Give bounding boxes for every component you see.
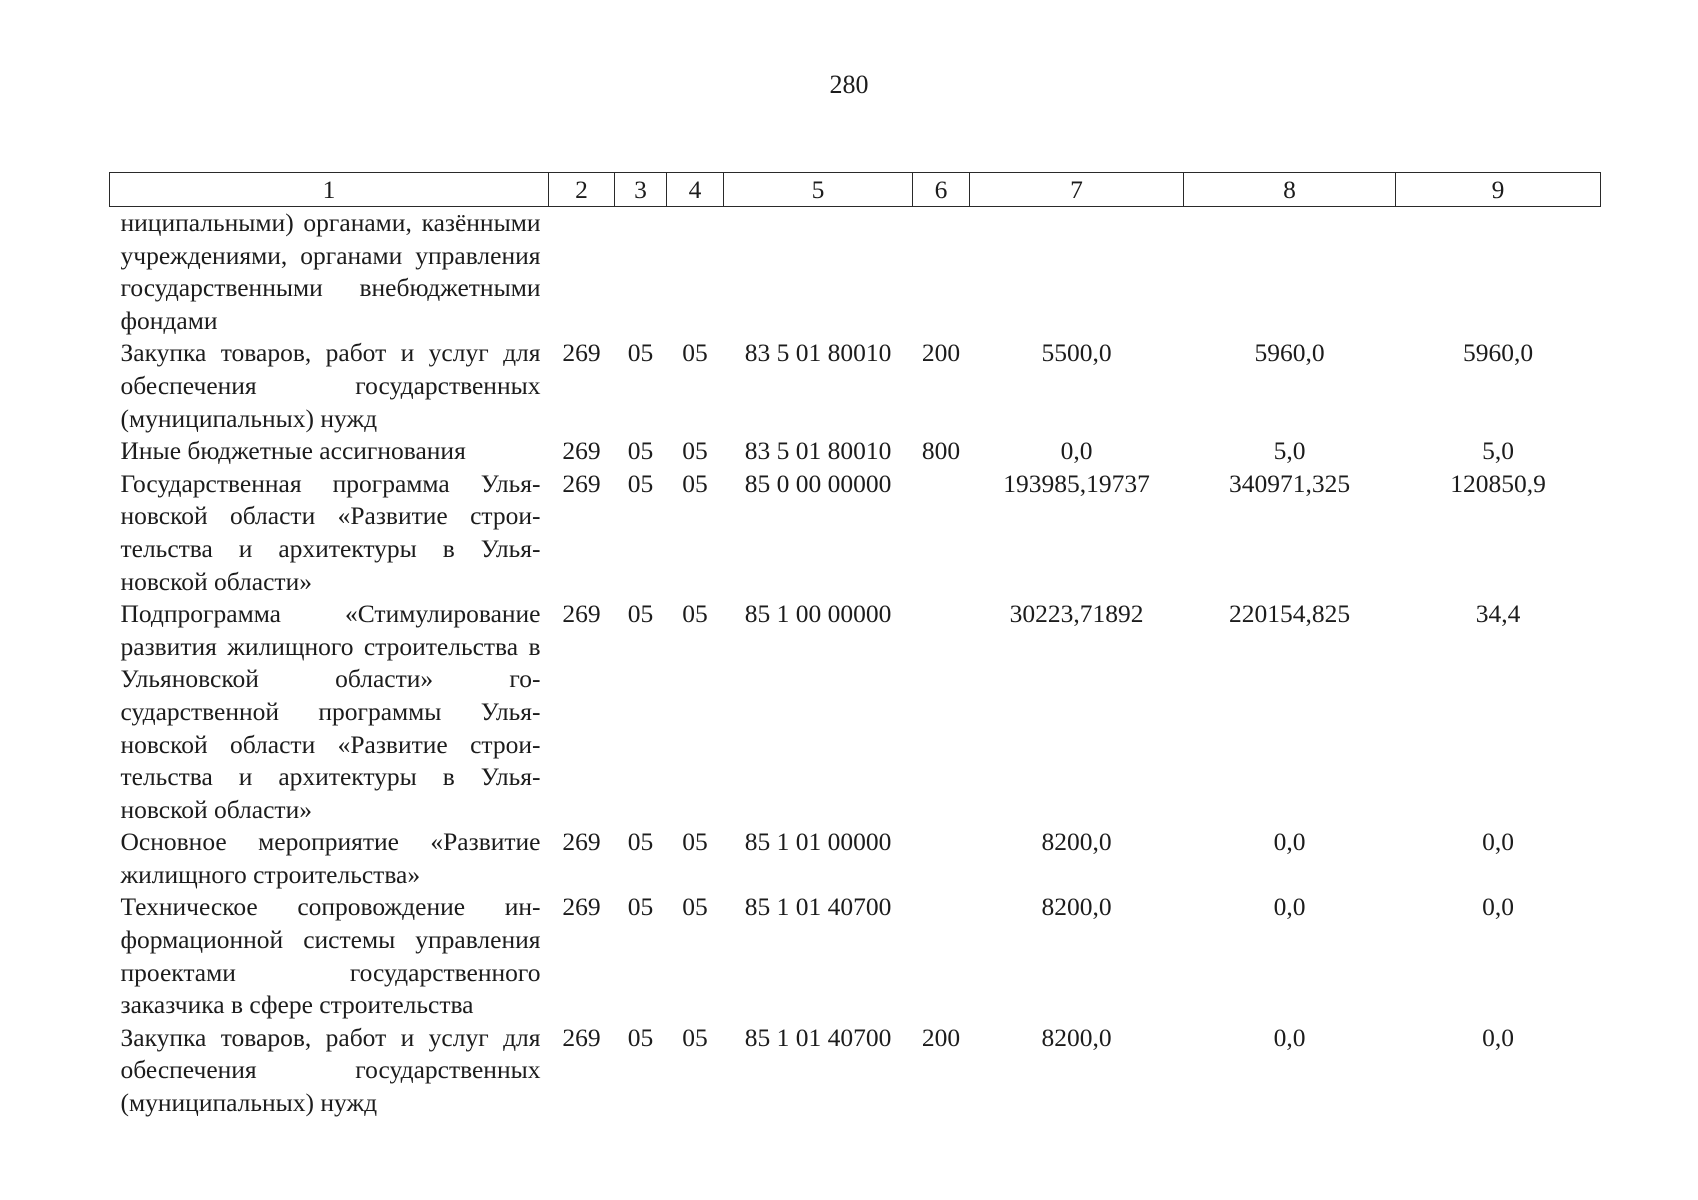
cell-col2: 269 bbox=[562, 436, 601, 466]
table-row bbox=[110, 598, 1601, 826]
row-name: Техническое сопровождение информационной системы управления проектами государственного заказчика в сфере строительства bbox=[120, 892, 541, 1020]
cell-col6: 200 bbox=[921, 1022, 961, 1052]
cell-col9: 0,0 bbox=[1482, 892, 1514, 922]
cell-col6 bbox=[913, 468, 970, 598]
cell-col8: 0,0 bbox=[1273, 892, 1306, 922]
cell-col5 bbox=[724, 207, 913, 338]
cell-col8 bbox=[1184, 207, 1396, 338]
cell-col9 bbox=[1396, 207, 1601, 338]
table-row bbox=[110, 1022, 1601, 1120]
cell-col9: 120850,9 bbox=[1450, 468, 1546, 498]
column-header-1: 1 bbox=[110, 173, 549, 207]
cell-col8: 5960,0 bbox=[1254, 338, 1325, 368]
table-row bbox=[110, 337, 1601, 435]
column-header-8: 8 bbox=[1184, 173, 1396, 207]
table-row bbox=[110, 435, 1601, 468]
cell-col3: 05 bbox=[627, 436, 654, 466]
cell-col4: 05 bbox=[682, 338, 708, 368]
cell-col5: 85 1 00 00000 bbox=[744, 599, 892, 629]
cell-col6 bbox=[913, 207, 970, 338]
row-name: ниципальными) органами, казёнными учреждениями, органами управления государственными внебюджетными фондами bbox=[120, 208, 541, 335]
column-header-5: 5 bbox=[724, 173, 913, 207]
cell-col7: 30223,71892 bbox=[1009, 599, 1144, 629]
row-name: Основное мероприятие «Развитие жилищного строительства» bbox=[120, 827, 541, 889]
column-header-3: 3 bbox=[615, 173, 667, 207]
cell-col7 bbox=[970, 207, 1184, 338]
table-row bbox=[110, 468, 1601, 598]
cell-col2: 269 bbox=[562, 1022, 601, 1052]
table-header-row bbox=[110, 173, 1601, 207]
cell-col8: 340971,325 bbox=[1228, 468, 1351, 498]
column-header-6: 6 bbox=[913, 173, 970, 207]
cell-col7: 193985,19737 bbox=[1003, 468, 1150, 498]
cell-col9: 5960,0 bbox=[1462, 338, 1534, 368]
cell-col4: 05 bbox=[682, 892, 708, 922]
cell-col2: 269 bbox=[562, 599, 601, 629]
cell-col3: 05 bbox=[627, 892, 654, 922]
cell-col9: 34,4 bbox=[1475, 599, 1521, 629]
cell-col3: 05 bbox=[627, 599, 654, 629]
cell-col5: 83 5 01 80010 bbox=[744, 436, 892, 466]
cell-col2: 269 bbox=[562, 892, 601, 922]
column-header-2: 2 bbox=[549, 173, 615, 207]
cell-col2: 269 bbox=[562, 468, 601, 498]
cell-col9: 5,0 bbox=[1482, 436, 1514, 466]
page-number: 280 bbox=[829, 70, 869, 99]
cell-col4: 05 bbox=[682, 827, 708, 857]
row-name: Подпрограмма «Стимулирование развития жилищного строительства в Ульяновской области» государственной программы Ульяновской области «Развитие строительства и архитектуры в Ульяновской области» bbox=[120, 599, 541, 824]
cell-col4: 05 bbox=[682, 1022, 708, 1052]
cell-col3: 05 bbox=[627, 1022, 654, 1052]
budget-table bbox=[109, 172, 1601, 1120]
cell-col7: 8200,0 bbox=[1041, 892, 1112, 922]
cell-col6: 800 bbox=[921, 436, 961, 466]
cell-col8: 0,0 bbox=[1273, 1022, 1306, 1052]
cell-col5: 85 1 01 40700 bbox=[744, 892, 892, 922]
cell-col6: 200 bbox=[921, 338, 961, 368]
cell-col4 bbox=[667, 207, 724, 338]
cell-col5: 85 1 01 40700 bbox=[744, 1022, 892, 1052]
row-name: Государственная программа Ульяновской области «Развитие строительства и архитектуры в Ульяновской области» bbox=[120, 468, 541, 596]
cell-col7: 0,0 bbox=[1060, 436, 1093, 466]
cell-col3: 05 bbox=[627, 827, 654, 857]
row-name: Закупка товаров, работ и услуг для обеспечения государственных (муниципальных) нужд bbox=[120, 1022, 541, 1118]
cell-col6 bbox=[913, 598, 970, 826]
cell-col9: 0,0 bbox=[1482, 827, 1514, 857]
cell-col5: 83 5 01 80010 bbox=[744, 338, 892, 368]
cell-col3: 05 bbox=[627, 338, 654, 368]
cell-col7: 8200,0 bbox=[1041, 827, 1112, 857]
cell-col4: 05 bbox=[682, 599, 708, 629]
cell-col9: 0,0 bbox=[1482, 1022, 1514, 1052]
row-name: Закупка товаров, работ и услуг для обеспечения государственных (муниципальных) нужд bbox=[120, 338, 541, 433]
column-header-7: 7 bbox=[970, 173, 1184, 207]
cell-col2 bbox=[549, 207, 615, 338]
cell-col2: 269 bbox=[562, 827, 601, 857]
cell-col3 bbox=[615, 207, 667, 338]
cell-col5: 85 1 01 00000 bbox=[744, 827, 892, 857]
cell-col7: 8200,0 bbox=[1041, 1022, 1112, 1052]
table-row bbox=[110, 207, 1601, 338]
cell-col8: 0,0 bbox=[1273, 827, 1306, 857]
cell-col7: 5500,0 bbox=[1041, 338, 1112, 368]
cell-col5: 85 0 00 00000 bbox=[744, 468, 892, 498]
table-row bbox=[110, 826, 1601, 891]
cell-col3: 05 bbox=[627, 468, 654, 498]
column-header-9: 9 bbox=[1396, 173, 1601, 207]
table-row bbox=[110, 891, 1601, 1021]
cell-col6 bbox=[913, 826, 970, 891]
row-name: Иные бюджетные ассигнования bbox=[120, 436, 466, 466]
cell-col6 bbox=[913, 891, 970, 1021]
column-header-4: 4 bbox=[667, 173, 724, 207]
cell-col2: 269 bbox=[562, 338, 601, 368]
cell-col8: 220154,825 bbox=[1228, 599, 1351, 629]
cell-col4: 05 bbox=[682, 436, 708, 466]
cell-col4: 05 bbox=[682, 468, 708, 498]
cell-col8: 5,0 bbox=[1273, 436, 1306, 466]
